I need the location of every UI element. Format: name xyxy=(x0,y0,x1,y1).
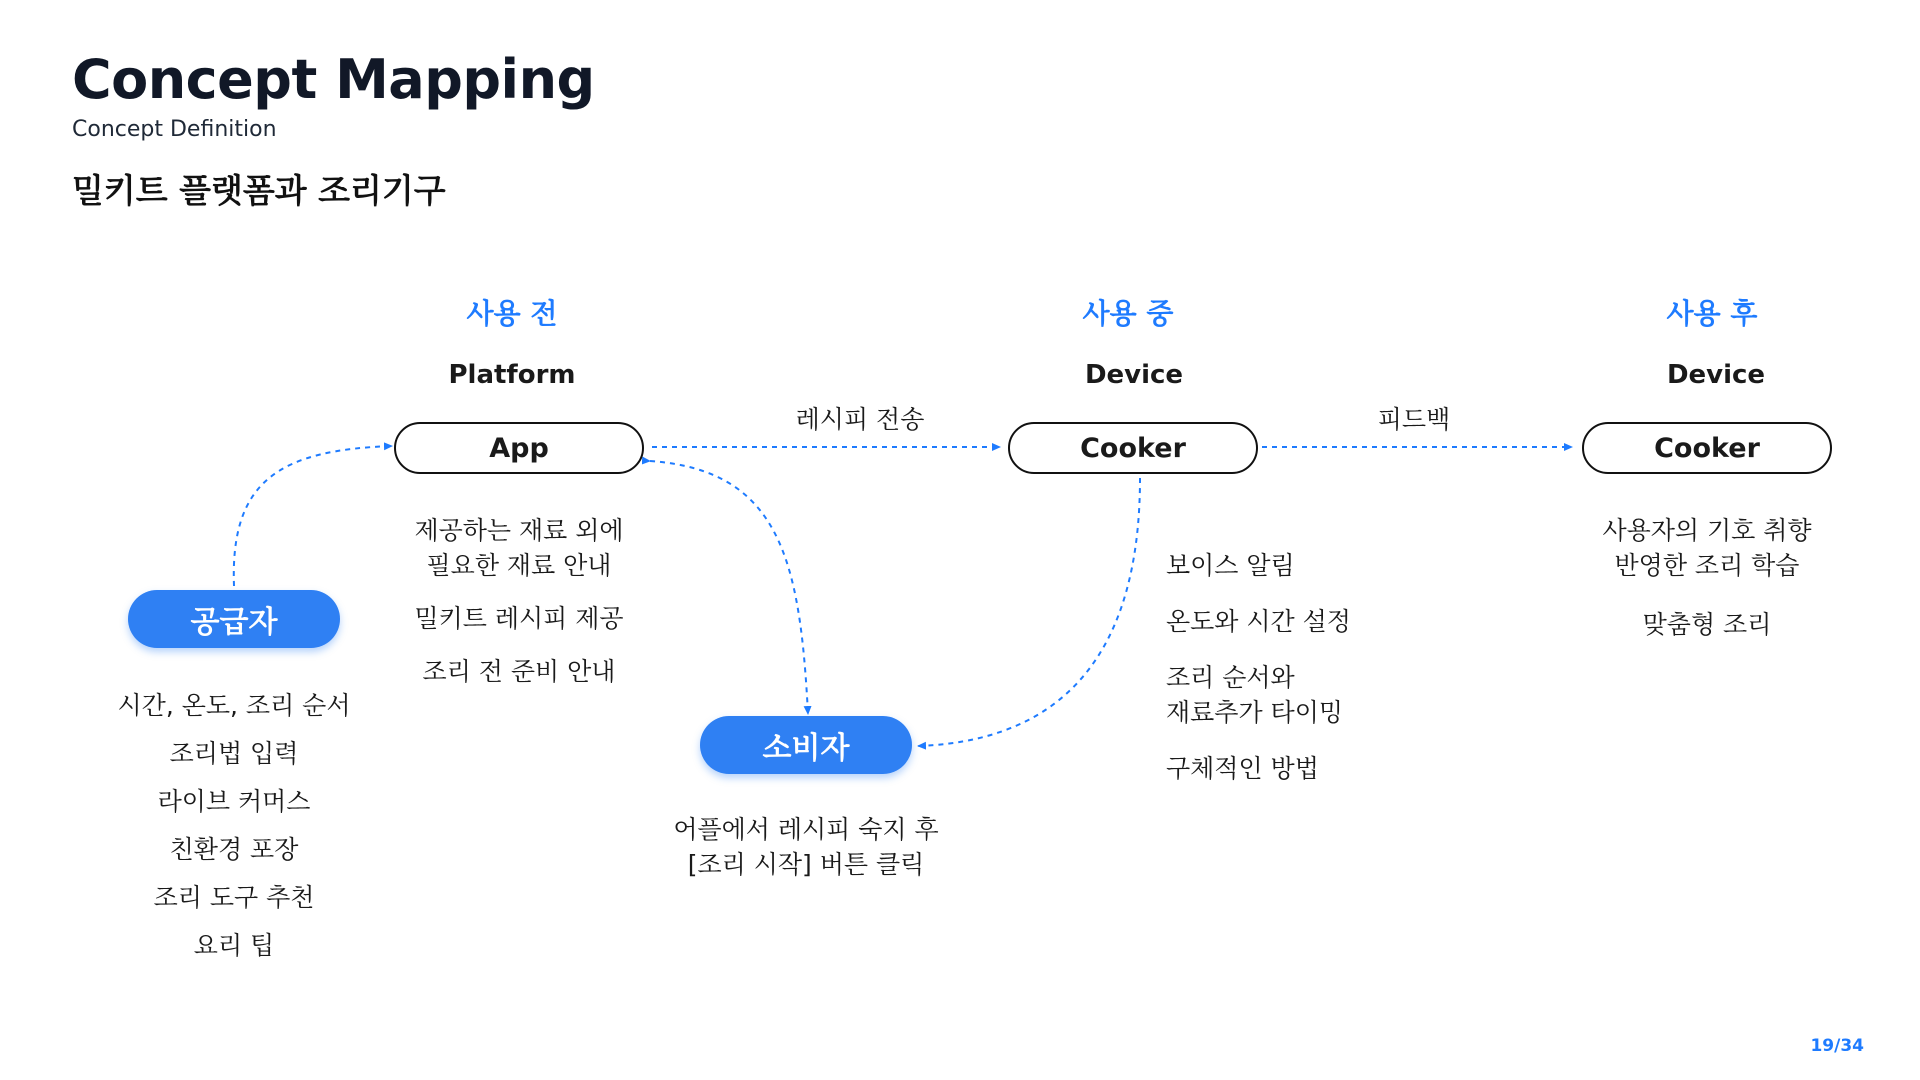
consumer-item: 어플에서 레시피 숙지 후 xyxy=(673,815,939,844)
category-platform: Platform xyxy=(448,360,576,390)
page-subtitle: Concept Definition xyxy=(72,117,277,142)
during-item: 보이스 알림 xyxy=(1166,551,1295,580)
app-items xyxy=(394,513,644,689)
after-item: 사용자의 기호 취향 xyxy=(1602,516,1812,545)
node-cooker-during: Cooker xyxy=(1008,422,1258,474)
supplier-item: 친환경 포장 xyxy=(169,835,299,864)
edge-label-feedback: 피드백 xyxy=(1377,405,1451,434)
supplier-item: 조리 도구 추천 xyxy=(153,883,315,912)
supplier-item: 요리 팁 xyxy=(193,931,275,960)
app-item: 밀키트 레시피 제공 xyxy=(414,604,624,633)
after-item: 반영한 조리 학습 xyxy=(1614,551,1800,580)
page-title: Concept Mapping xyxy=(72,48,595,111)
during-item: 조리 순서와 xyxy=(1166,663,1295,692)
during-item: 온도와 시간 설정 xyxy=(1166,607,1351,636)
supplier-item: 조리법 입력 xyxy=(169,739,299,768)
category-device-after: Device xyxy=(1666,360,1766,390)
app-item: 조리 전 준비 안내 xyxy=(422,657,616,686)
during-item: 재료추가 타이밍 xyxy=(1166,698,1343,727)
node-cooker-after: Cooker xyxy=(1582,422,1832,474)
section-heading: 밀키트 플랫폼과 조리기구 xyxy=(72,171,446,210)
actor-supplier: 공급자 xyxy=(128,590,340,648)
app-item: 필요한 재료 안내 xyxy=(426,551,612,580)
supplier-item: 시간, 온도, 조리 순서 xyxy=(117,691,351,720)
node-app: App xyxy=(394,422,644,474)
supplier-items xyxy=(104,688,364,963)
phase-after-label: 사용 후 xyxy=(1666,297,1758,330)
arrow-cooker-to-consumer xyxy=(918,478,1140,746)
consumer-items xyxy=(640,812,972,882)
actor-consumer: 소비자 xyxy=(700,716,912,774)
phase-during-label: 사용 중 xyxy=(1082,297,1174,330)
category-device-during: Device xyxy=(1084,360,1184,390)
supplier-item: 라이브 커머스 xyxy=(157,787,311,816)
after-items xyxy=(1566,513,1848,642)
page-number: 19/34 xyxy=(1810,1036,1864,1056)
arrow-supplier-to-app xyxy=(234,446,392,586)
during-items xyxy=(1166,548,1426,786)
arrow-app-consumer xyxy=(650,461,808,714)
during-item: 구체적인 방법 xyxy=(1166,754,1319,783)
app-item: 제공하는 재료 외에 xyxy=(414,516,624,545)
phase-before-label: 사용 전 xyxy=(466,297,558,330)
after-item: 맞춤형 조리 xyxy=(1642,610,1772,639)
edge-label-recipe-transfer: 레시피 전송 xyxy=(795,405,925,434)
consumer-item: [조리 시작] 버튼 클릭 xyxy=(687,850,925,879)
